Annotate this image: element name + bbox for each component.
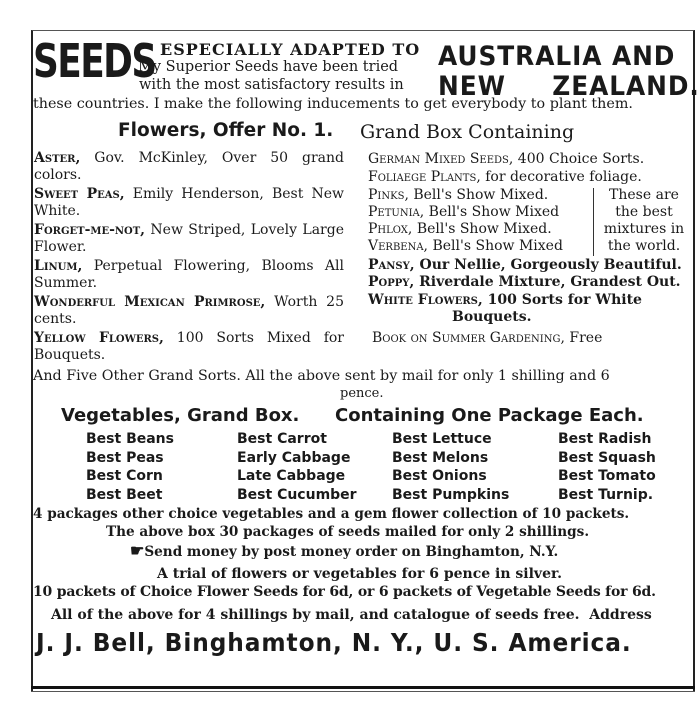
bottom-rule-thin [31, 691, 695, 692]
bottom-rule [31, 686, 695, 689]
veg-column-4 [558, 430, 656, 504]
new-zealand: NEW ZEALAND. [438, 71, 700, 102]
veg-column-3 [392, 430, 509, 504]
list-item: Best Beet [86, 486, 163, 503]
pointing-hand-icon: ☛ [130, 541, 145, 560]
list-item: Best Peas [86, 449, 164, 466]
especially-adapted: ESPECIALLY ADAPTED TO [160, 40, 421, 59]
packets-line: 10 packets of Choice Flower Seeds for 6d, or 6 packets of Vegetable Seeds for 6d. [33, 584, 656, 600]
group-note-2: the best [615, 204, 673, 220]
veg-line-2: The above box 30 packages of seeds mailed for only 2 shillings. [106, 524, 590, 540]
list-item: Best Carrot [237, 431, 327, 447]
group-divider [593, 188, 594, 256]
list-item: Best Onions [392, 468, 487, 484]
header-line-2: My Superior Seeds have been tried [138, 59, 399, 75]
list-item: Best Turnip. [558, 486, 654, 503]
grand-box-title: Grand Box Containing [360, 121, 575, 143]
list-item: Wonderful Mexican Primrose, Worth 25 cents. [34, 294, 344, 327]
list-item: Verbena, Bell's Show Mixed [368, 238, 563, 254]
list-item: German Mixed Seeds, 400 Choice Sorts. [368, 151, 645, 167]
list-item: Poppy, Riverdale Mixture, Grandest Out. [368, 274, 681, 290]
veg-line-1: 4 packages other choice vegetables and a gem flower collection of 10 packets. [33, 506, 630, 522]
list-item: Best Melons [392, 449, 489, 466]
list-item: Late Cabbage [237, 468, 346, 484]
veg-column-2 [237, 430, 357, 504]
flowers-title: Flowers, Offer No. 1. [118, 120, 334, 141]
list-item: Pansy, Our Nellie, Gorgeously Beautiful. [368, 257, 682, 273]
list-item: Foliaege Plants, for decorative foliage. [368, 169, 642, 185]
list-item: Phlox, Bell's Show Mixed. [368, 221, 552, 237]
list-item-continued: Bouquets. [452, 309, 532, 325]
list-item: Best Corn [86, 468, 163, 484]
list-item: Yellow Flowers, 100 Sorts Mixed for Bouquets. [34, 330, 344, 363]
signature-line: J. J. Bell, Binghamton, N. Y., U. S. America. [36, 628, 632, 657]
group-note-3: mixtures in [603, 221, 685, 237]
vegetables-title: Vegetables, Grand Box. [61, 405, 300, 426]
list-item: Book on Summer Gardening, Free [372, 330, 603, 346]
seeds-headline: SEEDS [33, 34, 156, 88]
list-item: White Flowers, 100 Sorts for White [368, 292, 642, 308]
list-item: Best Squash [558, 449, 656, 466]
list-item: Petunia, Bell's Show Mixed [368, 204, 560, 220]
group-note-4: the world. [607, 238, 681, 254]
group-note-1: These are [609, 187, 679, 203]
list-item: Early Cabbage [237, 449, 351, 466]
list-item: Aster, Gov. McKinley, Over 50 grand colors. [34, 150, 344, 183]
pence-line: pence. [340, 386, 384, 401]
list-item: Linum, Perpetual Flowering, Blooms All Summer. [34, 258, 344, 291]
list-item: Best Beans [86, 431, 174, 447]
vegetables-containing: Containing One Package Each. [335, 405, 644, 426]
list-item: Best Tomato [558, 468, 656, 484]
flowers-left-column [34, 150, 344, 366]
trial-line: A trial of flowers or vegetables for 6 pence in silver. [157, 566, 562, 582]
list-item: Best Cucumber [237, 486, 357, 503]
all-line: All of the above for 4 shillings by mail, and catalogue of seeds free. Address [51, 607, 652, 623]
header-line-4: these countries. I make the following inducements to get everybody to plant them. [33, 96, 633, 112]
veg-column-1 [86, 430, 174, 504]
list-item: Best Lettuce [392, 431, 492, 447]
veg-line-3: ☛Send money by post money order on Binghamton, N.Y. [130, 541, 559, 560]
list-item: Sweet Peas, Emily Henderson, Best New White. [34, 186, 345, 219]
australia-and: AUSTRALIA AND [438, 41, 676, 72]
list-item: Best Pumpkins [392, 486, 510, 503]
list-item: Best Radish [558, 431, 652, 447]
list-item: Pinks, Bell's Show Mixed. [368, 187, 549, 203]
five-other-line: And Five Other Grand Sorts. All the above sent by mail for only 1 shilling and 6 [33, 368, 610, 384]
list-item: Forget-me-not, New Striped, Lovely Large Flower. [34, 222, 344, 255]
header-line-3: with the most satisfactory results in [139, 77, 404, 93]
